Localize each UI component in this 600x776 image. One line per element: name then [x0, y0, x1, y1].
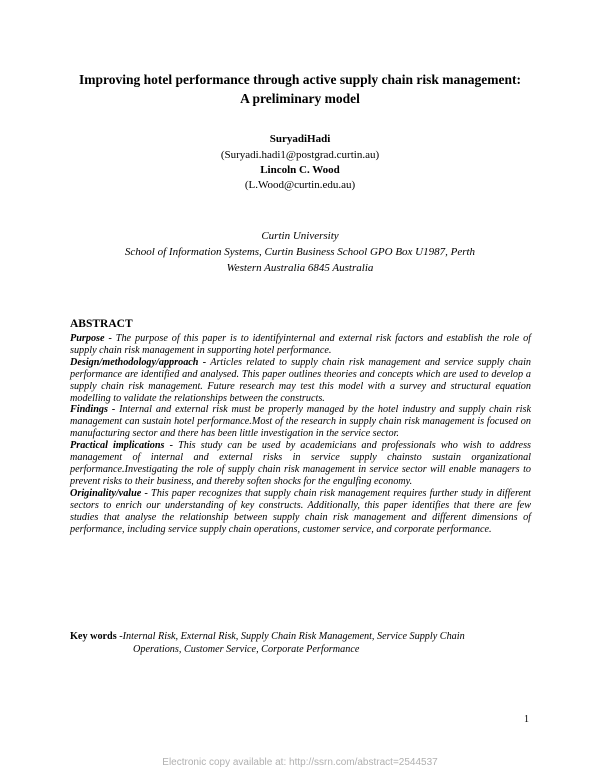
purpose-text: The purpose of this paper is to identifyinternal and external risk factors and establish the role of supply chain risk management in supporting hotel performance. — [70, 333, 531, 356]
abstract-body — [70, 333, 531, 535]
purpose-label: Purpose - — [70, 333, 112, 344]
findings-text: Internal and external risk must be properly managed by the hotel industry and supply chain risk management can sustain hotel performance.Most of the research in supply chain risk management is focused on manufacturing sector and there has been little investigation in the service sector. — [70, 404, 531, 440]
title-line-2: A preliminary model — [240, 91, 360, 106]
paper-title — [40, 70, 560, 108]
keywords-line-1: -Internal Risk, External Risk, Supply Chain Risk Management, Service Supply Chain — [116, 631, 465, 642]
abstract-heading: ABSTRACT — [70, 318, 133, 330]
abstract-design — [70, 357, 531, 405]
author-2-email[interactable]: (L.Wood@curtin.edu.au) — [244, 179, 356, 191]
originality-text: This paper recognizes that supply chain risk management requires further study in different sectors to enrich our understanding of key constructs. Additionally, this paper identifies that there are few studies that analyse the relationship between supply chain risk management and different dimensions of performance, including service supply chain operations, customer service, and corporate performance. — [70, 487, 531, 535]
abstract-findings — [70, 404, 531, 440]
originality-label: Originality/value - — [70, 487, 148, 499]
footer-link[interactable]: Electronic copy available at: http://ssrn.com/abstract=2544537 — [162, 757, 438, 768]
abstract-originality — [70, 488, 531, 536]
keywords-label: Key words — [70, 631, 117, 642]
design-label: Design/methodology/approach - — [70, 356, 207, 368]
keywords-line-2: Operations, Customer Service, Corporate Performance — [133, 643, 360, 655]
author-1-email[interactable]: (Suryadi.hadi1@postgrad.curtin.au) — [220, 149, 380, 161]
title-line-1: Improving hotel performance through active supply chain risk management: — [79, 72, 521, 87]
practical-label: Practical implications - — [70, 440, 173, 452]
page-number: 1 — [524, 714, 529, 725]
findings-label: Findings - — [70, 404, 116, 416]
author-1-name: SuryadiHadi — [269, 133, 331, 145]
author-2-name: Lincoln C. Wood — [260, 164, 340, 176]
design-text: Articles related to supply chain risk management and service supply chain performance are identified and analysed. This paper outlines theories and concepts which are used to develop a supply chain risk management. Future research may test this model with a survey and structural equation modelling to validate the relationships between the constructs. — [70, 356, 531, 404]
affiliation-university: Curtin University — [261, 230, 339, 242]
practical-text: This study can be used by academicians and professionals who wish to address management of internal and external risks in service supply chainsto sustain organizational performance.Investigating the role of supply chain risk management in service sector will enable managers to prevent risks to their business, and thereby soften shocks for the engulfing economy. — [70, 440, 532, 487]
keywords — [70, 631, 540, 656]
abstract-practical — [70, 440, 531, 488]
affiliation-school: School of Information Systems, Curtin Business School GPO Box U1987, Perth — [124, 246, 476, 258]
abstract-purpose — [70, 333, 531, 357]
affiliation-location: Western Australia 6845 Australia — [226, 262, 374, 274]
